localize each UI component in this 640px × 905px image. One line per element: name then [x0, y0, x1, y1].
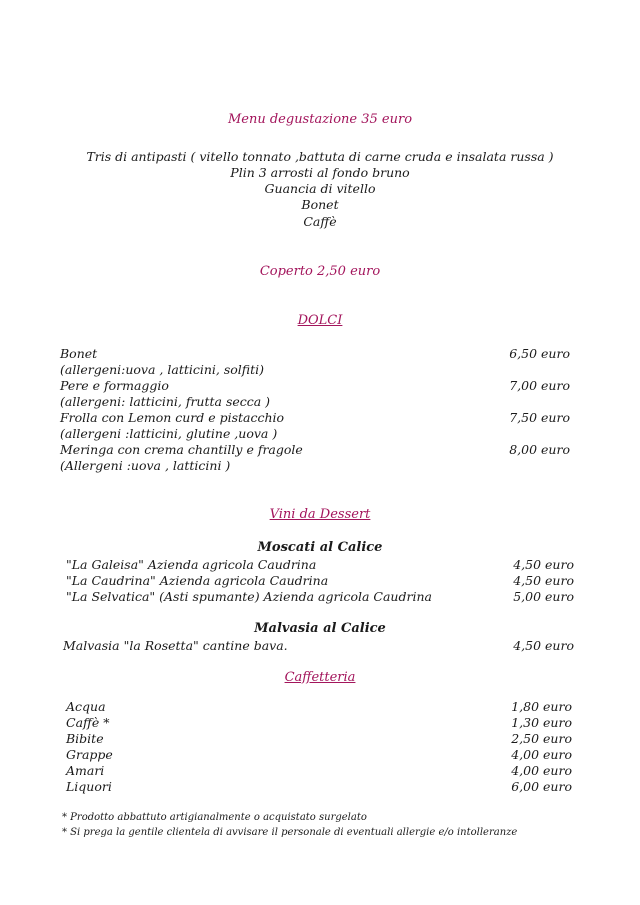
- dessert-allergens: (allergeni: latticini, frutta secca ): [60, 394, 271, 409]
- dessert-price: 7,00 euro: [509, 378, 570, 393]
- drink-price: 1,30 euro: [511, 715, 572, 730]
- drink-name: Caffè *: [66, 715, 110, 730]
- vini-heading: Vini da Dessert: [269, 507, 371, 522]
- wine-name: "La Caudrina" Azienda agricola Caudrina: [66, 573, 329, 588]
- wine-name: Malvasia "la Rosetta" cantine bava.: [63, 638, 288, 653]
- moscati-heading: Moscati al Calice: [257, 540, 383, 555]
- dessert-price: 6,50 euro: [509, 346, 570, 361]
- dolci-heading: DOLCI: [297, 313, 343, 328]
- dessert-price: 7,50 euro: [509, 410, 570, 425]
- coperto-price: Coperto 2,50 euro: [259, 264, 381, 279]
- wine-price: 4,50 euro: [513, 573, 574, 588]
- tasting-item: Tris di antipasti ( vitello tonnato ,battuta di carne cruda e insalata russa ): [86, 149, 554, 164]
- drink-price: 4,00 euro: [511, 747, 572, 762]
- dessert-allergens: (Allergeni :uova , latticini ): [60, 458, 231, 473]
- dessert-name: Meringa con crema chantilly e fragole: [60, 442, 303, 457]
- drink-price: 6,00 euro: [511, 779, 572, 794]
- drink-price: 2,50 euro: [511, 731, 572, 746]
- drink-price: 1,80 euro: [511, 699, 572, 714]
- tasting-menu-title: Menu degustazione 35 euro: [227, 112, 413, 127]
- footnote: * Si prega la gentile clientela di avvisare il personale di eventuali allergie e/o intolleranze: [62, 827, 518, 838]
- dessert-name: Frolla con Lemon curd e pistacchio: [60, 410, 285, 425]
- dessert-name: Pere e formaggio: [60, 378, 169, 393]
- tasting-item: Caffè: [303, 214, 337, 229]
- wine-price: 4,50 euro: [513, 557, 574, 572]
- dessert-name: Bonet: [60, 346, 98, 361]
- drink-name: Liquori: [66, 779, 112, 794]
- malvasia-heading: Malvasia al Calice: [254, 621, 386, 636]
- caffetteria-heading: Caffetteria: [284, 670, 356, 685]
- tasting-item: Guancia di vitello: [264, 181, 376, 196]
- drink-name: Amari: [66, 763, 105, 778]
- footnote: * Prodotto abbattuto artigianalmente o acquistato surgelato: [62, 812, 367, 823]
- tasting-item: Plin 3 arrosti al fondo bruno: [230, 165, 410, 180]
- wine-name: "La Selvatica" (Asti spumante) Azienda agricola Caudrina: [66, 589, 432, 604]
- dessert-allergens: (allergeni:uova , latticini, solfiti): [60, 362, 265, 377]
- wine-name: "La Galeisa" Azienda agricola Caudrina: [66, 557, 317, 572]
- dessert-price: 8,00 euro: [509, 442, 570, 457]
- drink-name: Bibite: [66, 731, 104, 746]
- drink-name: Acqua: [66, 699, 106, 714]
- wine-price: 5,00 euro: [513, 589, 574, 604]
- tasting-item: Bonet: [301, 197, 339, 212]
- wine-price: 4,50 euro: [513, 638, 574, 653]
- dessert-allergens: (allergeni :latticini, glutine ,uova ): [60, 426, 278, 441]
- drink-name: Grappe: [66, 747, 113, 762]
- drink-price: 4,00 euro: [511, 763, 572, 778]
